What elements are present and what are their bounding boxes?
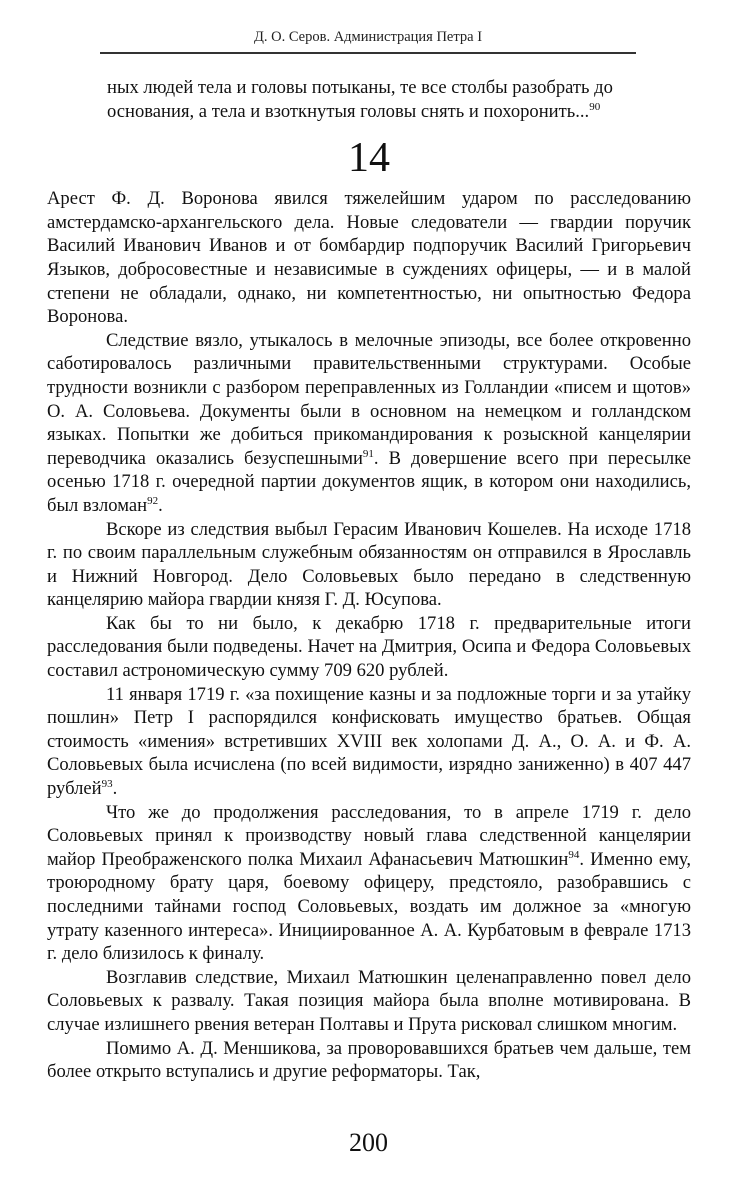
footnote-ref: 90 <box>589 100 601 113</box>
footnote-ref: 94 <box>568 848 580 861</box>
paragraph: Что же до продолжения расследования, то в апреле 1719 г. дело Соловьевых принял к производству новый глава следственной канцелярии майор Преображенского полка Михаил Афанасьевич Матюшкин$^{94}$. Именно ему, троюродному брату царя, боевому офицеру, предстояло, разобравшись с последними тайнами господ Соловьевых, воздать им должное за «многую утрату казенного интереса». Инициированное А. А. Курбатовым в феврале 1713 г. дело близилось к финалу. <box>47 801 691 965</box>
paragraph: Как бы то ни было, к декабрю 1718 г. предварительные итоги расследования были подведены. Начет на Дмитрия, Осипа и Федора Соловьевых составил астрономическую сумму 709 620 рублей. <box>47 612 691 682</box>
paragraph: Следствие вязло, утыкалось в мелочные эпизоды, все более откровенно саботировалось различными правительственными структурами. Особые трудности возникли с разбором переправленных из Голландии «писем и щотов» О. А. Соловьева. Документы были в основном на немецком и голландском языках. Попытки же добиться прикомандирования к розыскной канцелярии переводчика оказались безуспешными$^{91}$. В довершение всего при пересылке осенью 1718 г. очередной партии документов ящик, в котором они находились, был взломан$^{92}$. <box>47 329 691 516</box>
footnote-ref: 92 <box>147 494 159 507</box>
footnote-ref: 93 <box>101 777 113 790</box>
chapter-number: 14 <box>348 135 390 182</box>
page-number: 200 <box>349 1128 388 1157</box>
footnote-ref: 91 <box>362 447 374 460</box>
paragraph: Вскоре из следствия выбыл Герасим Иванович Кошелев. На исходе 1718 г. по своим параллельным служебным обязанностям он отправился в Ярославль и Нижний Новгород. Дело Соловьевых было передано в следственную канцелярию майора гвардии князя Г. Д. Юсупова. <box>47 518 691 611</box>
paragraph: Помимо А. Д. Меншикова, за проворовавшихся братьев чем дальше, тем более открыто вступались и другие реформаторы. Так, <box>47 1037 691 1083</box>
running-head: Д. О. Серов. Администрация Петра I <box>253 29 483 45</box>
header-rule <box>100 52 636 54</box>
paragraph-continued: ных людей тела и головы потыканы, те все столбы разобрать до основания, а тела и взоткнутыя головы снять и похоронить...$^{90}$ <box>107 77 613 122</box>
paragraph: Возглавив следствие, Михаил Матюшкин целенаправленно повел дело Соловьевых к развалу. Такая позиция майора была вполне мотивирована. В случае излишнего рвения ветеран Полтавы и Прута рисковал слишком многим. <box>47 966 691 1035</box>
paragraph: Арест Ф. Д. Воронова явился тяжелейшим ударом по расследованию амстердамско-архангельского дела. Новые следователи — гвардии поручик Василий Иванович Иванов и от бомбардир подпоручик Василий Григорьевич Языков, добросовестные и независимые в суждениях офицеры, — и в малой степени не обладали, однако, ни компетентностью, ни опытностью Федора Воронова. <box>47 188 691 328</box>
paragraph: 11 января 1719 г. «за похищение казны и за подложные торги и за утайку пошлин» Петр I распорядился конфисковать имущество братьев. Общая стоимость «имения» встретивших XVIII век холопами Д. А., О. А. и Ф. А. Соловьевых была исчислена (по всей видимости, изрядно заниженно) в 407 447 рублей$^{93}$. <box>47 683 691 800</box>
text-body <box>47 76 691 1084</box>
